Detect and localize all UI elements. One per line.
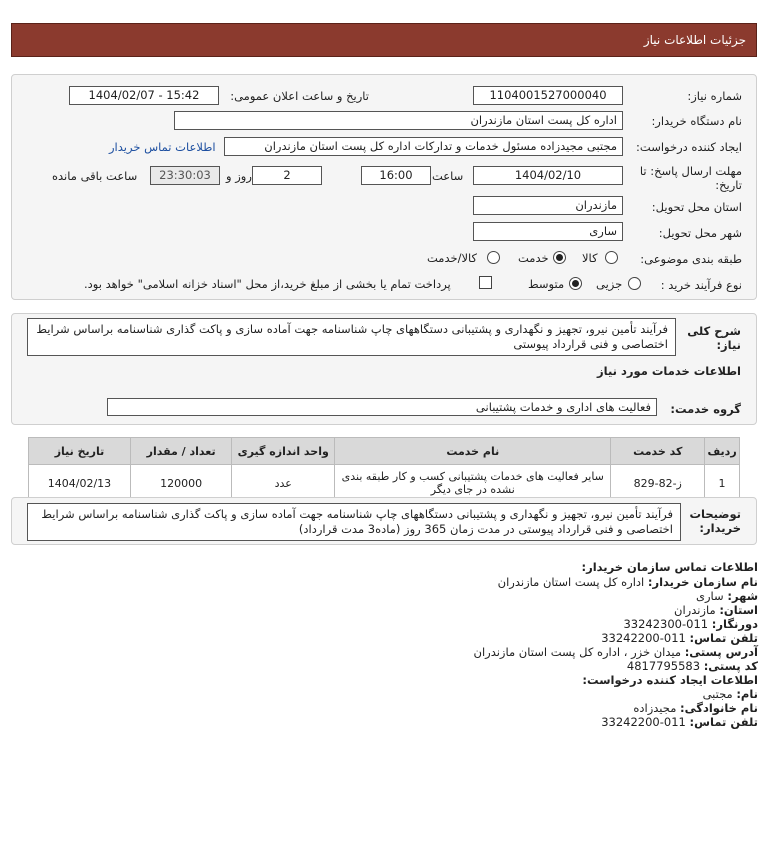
process-label: نوع فرآیند خرید : [660, 278, 742, 292]
creator-title: اطلاعات ایجاد کننده درخواست: [582, 673, 758, 687]
category-goods-service-radio[interactable] [487, 251, 500, 264]
table-row [29, 465, 740, 502]
category-goods-radio[interactable] [605, 251, 618, 264]
cell-date: 1404/02/13 [29, 465, 131, 502]
col-code: کد خدمت [611, 438, 705, 465]
province-label: استان محل تحویل: [651, 200, 742, 214]
services-section-title: اطلاعات خدمات مورد نیاز [597, 364, 741, 378]
col-qty: تعداد / مقدار [130, 438, 231, 465]
table-header-row [29, 438, 740, 465]
buyer-notes-label-2: خریدار: [699, 521, 741, 535]
description-label: شرح کلی [687, 324, 741, 338]
remaining-time-field: 23:30:03 [150, 166, 220, 185]
category-label: طبقه بندی موضوعی: [640, 252, 742, 266]
service-group-label: گروه خدمت: [670, 402, 741, 416]
col-date: تاریخ نیاز [29, 438, 131, 465]
announce-date-field[interactable]: 1404/02/07 - 15:42 [69, 86, 219, 105]
city-field[interactable]: ساری [473, 222, 623, 241]
process-medium-label: متوسط [528, 277, 565, 291]
province-field[interactable]: مازندران [473, 196, 623, 215]
category-goods-label: کالا [582, 251, 598, 265]
need-number-field[interactable]: 1104001527000040 [473, 86, 623, 105]
contact-org: نام سازمان خریدار: اداره کل پست استان مازندران [497, 575, 758, 589]
contact-province: استان: مازندران [674, 603, 758, 617]
buyer-notes-text: فرآیند تأمین نیرو، تجهیز و نگهداری و پشتیبانی دستگاههای چاپ شناسنامه جهت آماده سازی و پاکت گذاری شناسنامه براساس شرایط اختصاصی و فنی قرارداد پیوستی در مدت زمان 365 روز (ماده3 مدت قرارداد) [27, 503, 681, 541]
days-label: روز و [226, 169, 252, 183]
days-field[interactable]: 2 [252, 166, 322, 185]
process-medium-radio[interactable] [569, 277, 582, 290]
category-goods-service-label: کالا/خدمت [427, 251, 478, 265]
buyer-notes-label: توضیحات [689, 507, 741, 521]
cell-unit: عدد [232, 465, 335, 502]
creator-name: نام: مجتبی [702, 687, 758, 701]
contact-postal: کد پستی: 4817795583 [626, 659, 758, 673]
cell-row: 1 [705, 465, 740, 502]
need-info-panel [11, 74, 757, 300]
buyer-contact-link[interactable]: اطلاعات تماس خریدار [109, 140, 216, 154]
deadline-time-field[interactable]: 16:00 [361, 166, 431, 185]
requester-label: ایجاد کننده درخواست: [636, 140, 742, 154]
announce-date-label: تاریخ و ساعت اعلان عمومی: [230, 89, 369, 103]
process-minor-label: جزیی [596, 277, 623, 291]
process-minor-radio[interactable] [628, 277, 641, 290]
deadline-label: مهلت ارسال پاسخ: تا [639, 164, 742, 178]
treasury-payment-checkbox[interactable] [479, 276, 492, 289]
city-label: شهر محل تحویل: [658, 226, 742, 240]
col-row: ردیف [705, 438, 740, 465]
contact-title: اطلاعات تماس سازمان خریدار: [581, 560, 758, 574]
cell-code: ز-82-829 [611, 465, 705, 502]
page-title: جزئیات اطلاعات نیاز [643, 33, 746, 47]
col-unit: واحد اندازه گیری [232, 438, 335, 465]
buyer-org-field[interactable]: اداره کل پست استان مازندران [174, 111, 623, 130]
service-group-field[interactable]: فعالیت های اداری و خدمات پشتیبانی [107, 398, 657, 416]
services-table [28, 437, 740, 502]
contact-fax: دورنگار: 011-33242300 [623, 617, 758, 631]
cell-name: سایر فعالیت های خدمات پشتیبانی کسب و کار طبقه بندی نشده در جای دیگر [335, 465, 611, 502]
remaining-label: ساعت باقی مانده [52, 169, 138, 183]
col-name: نام خدمت [335, 438, 611, 465]
contact-address: آدرس پستی: میدان خزر ، اداره کل پست استان مازندران [473, 645, 758, 659]
contact-phone: تلفن تماس: 011-33242200 [601, 631, 758, 645]
creator-phone: تلفن تماس: 011-33242200 [601, 715, 758, 729]
deadline-date-label: تاریخ: [715, 178, 742, 192]
need-number-label: شماره نیاز: [687, 89, 742, 103]
treasury-payment-label: پرداخت تمام یا بخشی از مبلغ خرید،از محل "اسناد خزانه اسلامی" خواهد بود. [84, 277, 451, 291]
category-service-radio[interactable] [553, 251, 566, 264]
category-service-label: خدمت [518, 251, 549, 265]
page-header [11, 23, 757, 57]
description-label-2: نیاز: [716, 338, 741, 352]
cell-qty: 120000 [130, 465, 231, 502]
contact-city: شهر: ساری [695, 589, 758, 603]
deadline-date-field[interactable]: 1404/02/10 [473, 166, 623, 185]
creator-family: نام خانوادگی: مجیدزاده [633, 701, 758, 715]
requester-field[interactable]: مجتبی مجیدزاده مسئول خدمات و تدارکات اداره کل پست استان مازندران [224, 137, 623, 156]
buyer-org-label: نام دستگاه خریدار: [651, 114, 742, 128]
description-text: فرآیند تأمین نیرو، تجهیز و نگهداری و پشتیبانی دستگاههای چاپ شناسنامه جهت آماده سازی و پاکت گذاری شناسنامه براساس شرایط اختصاصی و فنی قرارداد پیوستی [27, 318, 676, 356]
time-label: ساعت [432, 169, 464, 183]
